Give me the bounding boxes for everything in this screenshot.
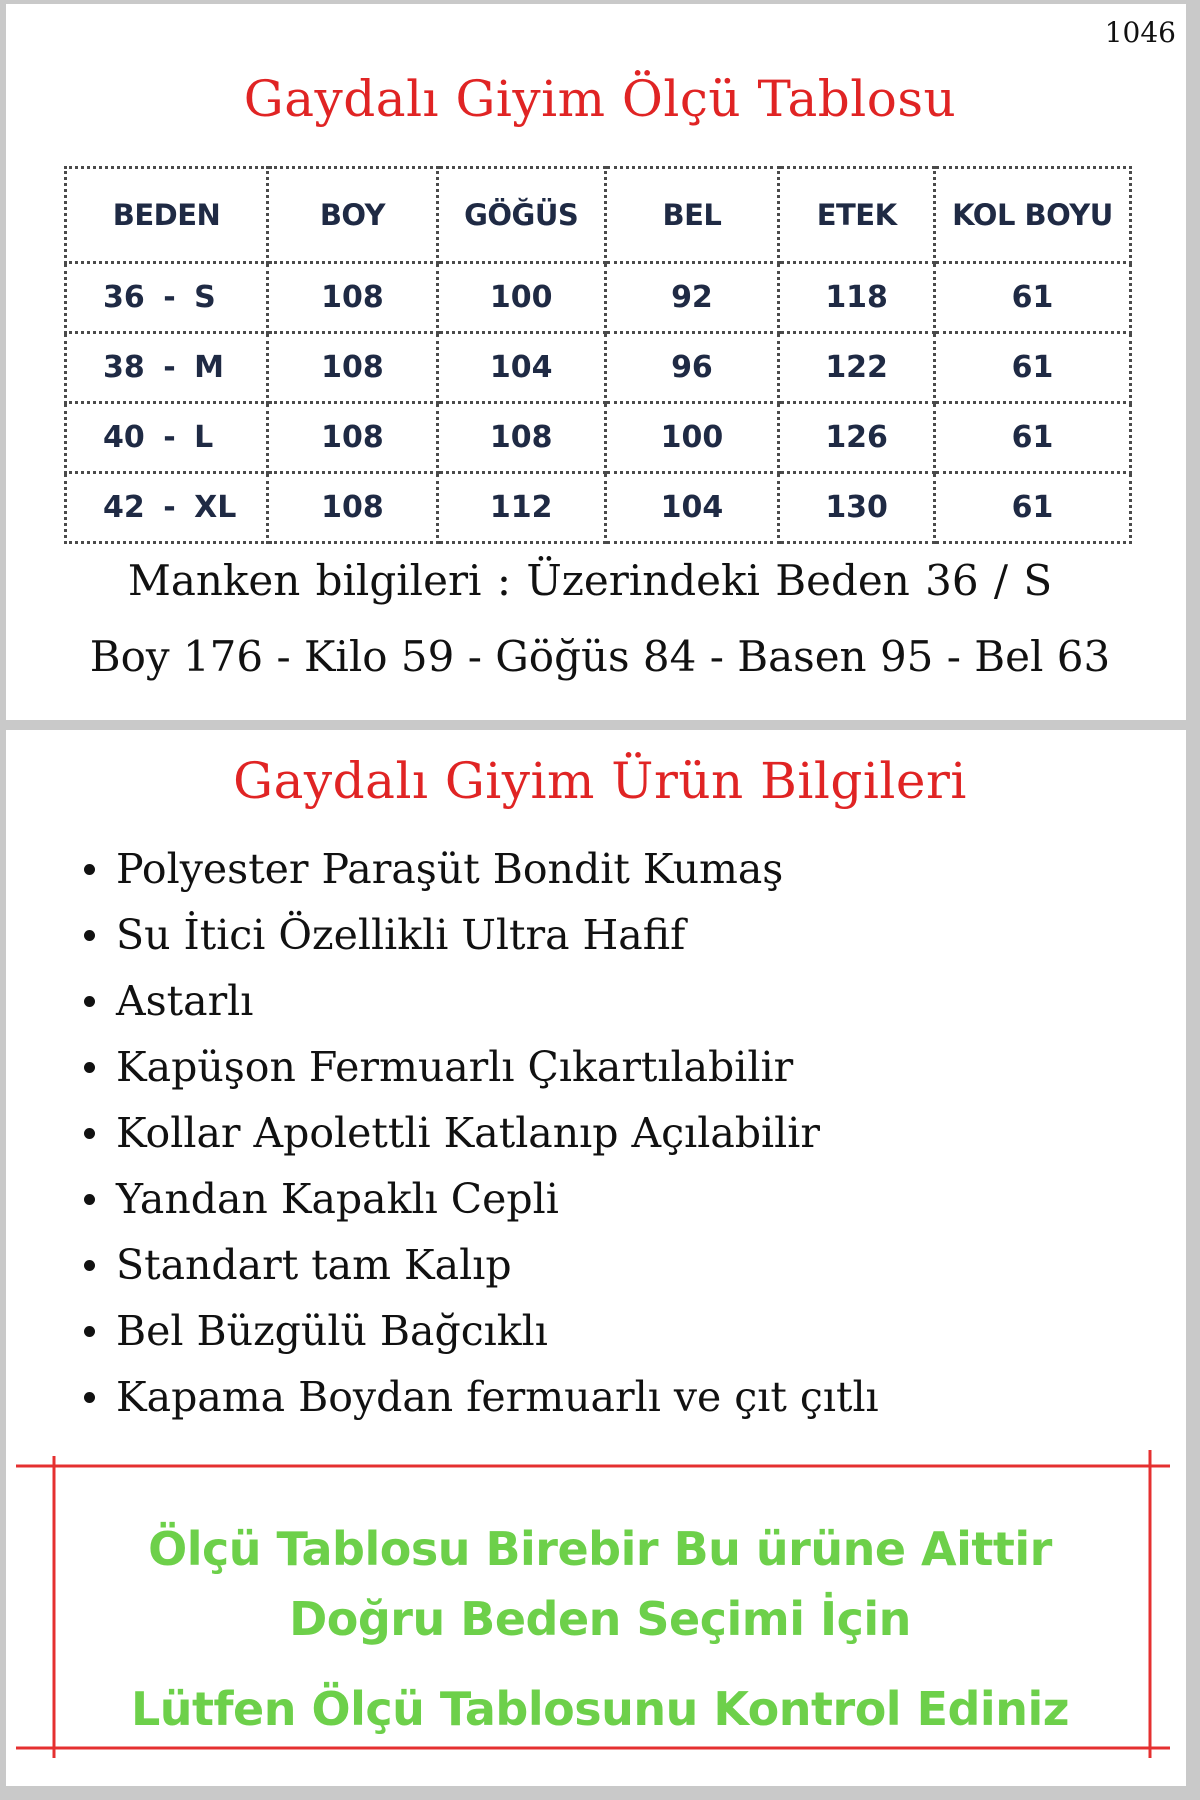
product-code: 1046 (1104, 16, 1176, 49)
cell-bel: 100 (605, 403, 779, 473)
bullet-icon (84, 1326, 95, 1337)
cell-bel: 96 (605, 333, 779, 403)
list-item (80, 1100, 879, 1166)
notice-line-1: Ölçü Tablosu Birebir Bu ürüne Aittir (148, 1522, 1052, 1576)
feature-text: Kollar Apolettli Katlanıp Açılabilir (116, 1109, 820, 1157)
notice-line-3: Lütfen Ölçü Tablosunu Kontrol Ediniz (130, 1682, 1069, 1736)
cell-beden: 36 - S (66, 263, 268, 333)
feature-text: Yandan Kapaklı Cepli (116, 1175, 559, 1223)
cell-gogus: 108 (437, 403, 605, 473)
model-info-size: Manken bilgileri : Üzerindeki Beden 36 / S (127, 556, 1053, 605)
header-beden: BEDEN (66, 168, 268, 263)
size-table (64, 166, 1132, 544)
header-kol-boyu: KOL BOYU (934, 168, 1130, 263)
table-row (66, 263, 1131, 333)
cell-boy: 108 (268, 263, 438, 333)
feature-list (80, 836, 879, 1430)
feature-text: Kapama Boydan fermuarlı ve çıt çıtlı (116, 1373, 879, 1421)
bullet-icon (84, 1194, 95, 1205)
header-gogus: GÖĞÜS (437, 168, 605, 263)
cell-etek: 130 (779, 473, 935, 543)
list-item (80, 1364, 879, 1430)
list-item (80, 1232, 879, 1298)
cell-etek: 122 (779, 333, 935, 403)
product-info-title: Gaydalı Giyim Ürün Bilgileri (233, 752, 967, 810)
cell-kol-boyu: 61 (934, 403, 1130, 473)
cell-beden: 38 - M (66, 333, 268, 403)
feature-text: Standart tam Kalıp (116, 1241, 512, 1289)
cell-beden: 42 - XL (66, 473, 268, 543)
list-item (80, 1298, 879, 1364)
cell-boy: 108 (268, 473, 438, 543)
cell-boy: 108 (268, 403, 438, 473)
cell-gogus: 100 (437, 263, 605, 333)
cell-bel: 92 (605, 263, 779, 333)
feature-text: Kapüşon Fermuarlı Çıkartılabilir (116, 1043, 794, 1091)
table-row (66, 333, 1131, 403)
list-item (80, 1166, 879, 1232)
feature-text: Su İtici Özellikli Ultra Hafif (116, 911, 686, 959)
cell-beden: 40 - L (66, 403, 268, 473)
cell-gogus: 104 (437, 333, 605, 403)
bullet-icon (84, 864, 95, 875)
cell-kol-boyu: 61 (934, 263, 1130, 333)
table-row (66, 403, 1131, 473)
bullet-icon (84, 1128, 95, 1139)
feature-text: Astarlı (116, 977, 254, 1025)
bullet-icon (84, 930, 95, 941)
model-info-measurements: Boy 176 - Kilo 59 - Göğüs 84 - Basen 95 - Bel 63 (89, 632, 1111, 681)
cell-boy: 108 (268, 333, 438, 403)
notice-line-2: Doğru Beden Seçimi İçin (289, 1592, 911, 1646)
list-item (80, 902, 879, 968)
list-item (80, 968, 879, 1034)
feature-text: Bel Büzgülü Bağcıklı (116, 1307, 548, 1355)
table-row (66, 473, 1131, 543)
size-table-header-row (66, 168, 1131, 263)
cell-etek: 118 (779, 263, 935, 333)
list-item (80, 836, 879, 902)
header-bel: BEL (605, 168, 779, 263)
bullet-icon (84, 1062, 95, 1073)
cell-etek: 126 (779, 403, 935, 473)
cell-bel: 104 (605, 473, 779, 543)
header-boy: BOY (268, 168, 438, 263)
bullet-icon (84, 1260, 95, 1271)
header-etek: ETEK (779, 168, 935, 263)
cell-gogus: 112 (437, 473, 605, 543)
feature-text: Polyester Paraşüt Bondit Kumaş (116, 845, 784, 893)
list-item (80, 1034, 879, 1100)
size-chart-title: Gaydalı Giyim Ölçü Tablosu (243, 70, 957, 128)
bullet-icon (84, 1392, 95, 1403)
cell-kol-boyu: 61 (934, 333, 1130, 403)
bullet-icon (84, 996, 95, 1007)
cell-kol-boyu: 61 (934, 473, 1130, 543)
